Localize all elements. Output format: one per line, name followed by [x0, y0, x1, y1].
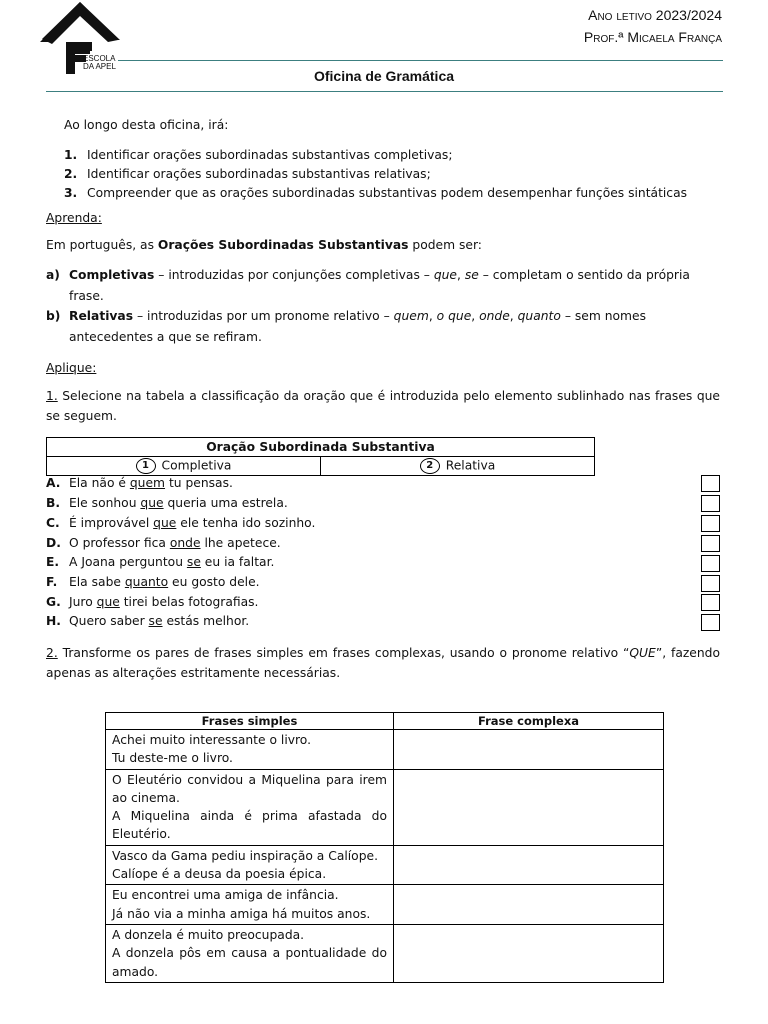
simple-sentences-cell: [106, 730, 394, 770]
goal-item: [64, 183, 720, 203]
simple-sentence: O Eleutério convidou a Miquelina para irem ao cinema.: [112, 772, 387, 805]
learn-term-relativas: Relativas: [69, 309, 134, 323]
transform-header-simple: Frases simples: [106, 713, 394, 730]
option-label: Relativa: [445, 458, 496, 473]
option-label: Completiva: [161, 458, 232, 473]
complex-sentence-cell[interactable]: [394, 730, 664, 770]
intro-text: Ao longo desta oficina, irá:: [64, 118, 229, 132]
sentence-letter: C.: [46, 516, 60, 530]
learn-a-que: que: [433, 268, 457, 282]
sentence-pre: Ele sonhou: [69, 496, 141, 510]
learn-intro: [46, 235, 720, 255]
answer-box[interactable]: [701, 555, 720, 572]
table-row: [106, 769, 664, 845]
sentence-underlined: quanto: [124, 575, 169, 589]
learn-intro-post: podem ser:: [408, 238, 482, 252]
sentence-item: [46, 474, 233, 494]
sentence-item: [46, 553, 274, 573]
learn-item-b: [46, 306, 720, 326]
learn-b-quanto: quanto: [517, 309, 561, 323]
answer-box[interactable]: [701, 594, 720, 611]
school-year: Ano letivo 2023/2024: [588, 7, 722, 23]
goal-number: 1.: [64, 148, 78, 162]
learn-term-completivas: Completivas: [69, 268, 155, 282]
goal-item: [64, 164, 720, 184]
learn-b-onde: onde: [479, 309, 510, 323]
simple-sentence: Calíope é a deusa da poesia épica.: [112, 867, 327, 882]
table-row: [106, 845, 664, 885]
goal-text: Compreender que as orações subordinadas substantivas podem desempenhar funções sintáticas: [87, 186, 688, 200]
learn-b-text: – introduzidas por um pronome relativo –: [133, 309, 394, 323]
question-2-number: 2.: [46, 646, 58, 660]
sentence-post: tirei belas fotografias.: [119, 595, 259, 609]
complex-sentence-cell[interactable]: [394, 845, 664, 885]
question-2-que: QUE: [629, 646, 656, 660]
learn-b-cont: antecedentes a que se refiram.: [69, 330, 262, 344]
sentence-underlined: que: [153, 516, 177, 530]
logo-text-line2: DA APEL: [83, 62, 116, 71]
simple-sentence: Tu deste-me o livro.: [112, 751, 233, 766]
sentence-item: [46, 612, 249, 632]
complex-sentence-cell[interactable]: [394, 885, 664, 925]
sentence-pre: O professor fica: [69, 536, 170, 550]
option-number-badge: 1: [136, 458, 156, 474]
learn-b-oque: o que: [436, 309, 472, 323]
sentence-pre: A Joana perguntou: [69, 555, 187, 569]
option-relativa: [321, 457, 595, 476]
goal-item: [64, 145, 720, 165]
simple-sentence: Achei muito interessante o livro.: [112, 733, 312, 747]
option-completiva: [47, 457, 321, 476]
question-2: [46, 643, 720, 683]
sentence-post: tu pensas.: [165, 476, 233, 490]
learn-a-text: – introduzidas por conjunções completivas –: [154, 268, 434, 282]
sentence-pre: Quero saber: [69, 614, 149, 628]
sentence-underlined: quem: [129, 476, 166, 490]
answer-box[interactable]: [701, 535, 720, 552]
simple-sentence: Eu encontrei uma amiga de infância.: [112, 888, 339, 903]
sentence-letter: E.: [46, 555, 60, 569]
logo-text-line1: ESCOLA: [83, 54, 116, 63]
header-rule-top: [118, 60, 723, 61]
complex-sentence-cell[interactable]: [394, 924, 664, 982]
question-1-text: Selecione na tabela a classificação da oração que é introduzida pelo elemento sublinhado nas frases que se seguem.: [46, 389, 720, 423]
table-row: [106, 730, 664, 770]
answer-box[interactable]: [701, 614, 720, 631]
table-row: [106, 924, 664, 982]
question-1-number: 1.: [46, 389, 58, 403]
answer-box[interactable]: [701, 575, 720, 592]
sentence-post: estás melhor.: [162, 614, 250, 628]
sentence-post: ele tenha ido sozinho.: [176, 516, 316, 530]
sentence-item: [46, 593, 258, 613]
sentence-underlined: se: [186, 555, 201, 569]
simple-sentence: Vasco da Gama pediu inspiração a Calíope.: [112, 848, 378, 863]
question-2-pre: Transforme os pares de frases simples em frases complexas, usando o pronome relativo “: [57, 646, 630, 660]
learn-a-sep: ,: [457, 268, 465, 282]
learn-heading-text: Aprenda:: [46, 211, 102, 225]
sentence-underlined: onde: [169, 536, 201, 550]
learn-item-letter: a): [46, 268, 60, 282]
answer-box[interactable]: [701, 475, 720, 492]
sentence-underlined: se: [148, 614, 163, 628]
classification-table: [46, 437, 595, 476]
learn-intro-pre: Em português, as: [46, 238, 158, 252]
complex-sentence-cell[interactable]: [394, 769, 664, 845]
goal-number: 2.: [64, 167, 78, 181]
learn-b-sep: ,: [428, 309, 437, 323]
simple-sentence: Já não via a minha amiga há muitos anos.: [112, 906, 371, 921]
goal-text: Identificar orações subordinadas substantivas relativas;: [87, 167, 431, 181]
sentence-post: eu gosto dele.: [168, 575, 260, 589]
sentence-letter: H.: [46, 614, 61, 628]
simple-sentence: A donzela pôs em causa a pontualidade do amado.: [112, 946, 387, 979]
question-2-post: ”, fazendo apenas as alterações estritamente necessárias.: [46, 646, 720, 680]
header-rule-bottom: [46, 91, 723, 92]
sentence-letter: A.: [46, 476, 61, 490]
learn-intro-bold: Orações Subordinadas Substantivas: [157, 238, 409, 252]
learn-item-a: [46, 265, 720, 285]
transform-table: [105, 712, 664, 983]
simple-sentence: A Miquelina ainda é prima afastada do Eleutério.: [112, 809, 387, 842]
sentence-post: lhe apetece.: [200, 536, 281, 550]
answer-box[interactable]: [701, 515, 720, 532]
learn-a-cont: frase.: [69, 289, 104, 303]
sentence-letter: D.: [46, 536, 61, 550]
learn-b-text-2: – sem nomes: [560, 309, 646, 323]
learn-a-text-2: – completam o sentido da própria: [478, 268, 690, 282]
learn-b-sep: ,: [471, 309, 480, 323]
table-row: [106, 885, 664, 925]
sentence-pre: Juro: [69, 595, 97, 609]
teacher-name: Prof.ª Micaela França: [583, 29, 722, 45]
sentence-letter: G.: [46, 595, 61, 609]
sentence-post: queria uma estrela.: [163, 496, 288, 510]
question-1: [46, 386, 720, 426]
simple-sentences-cell: [106, 924, 394, 982]
sentence-underlined: que: [140, 496, 164, 510]
transform-header-complex: Frase complexa: [394, 713, 664, 730]
simple-sentences-cell: [106, 885, 394, 925]
goal-text: Identificar orações subordinadas substantivas completivas;: [87, 148, 453, 162]
sentence-pre: É improvável: [69, 516, 154, 530]
sentence-pre: Ela não é: [69, 476, 130, 490]
answer-box[interactable]: [701, 495, 720, 512]
sentence-item: [46, 573, 260, 593]
learn-heading: [46, 208, 720, 228]
sentence-underlined: que: [96, 595, 120, 609]
apply-heading-text: Aplique:: [46, 361, 97, 375]
sentence-post: eu ia faltar.: [200, 555, 275, 569]
learn-item-letter: b): [46, 309, 61, 323]
learn-b-sep: ,: [509, 309, 518, 323]
simple-sentence: A donzela é muito preocupada.: [112, 927, 305, 942]
simple-sentences-cell: [106, 845, 394, 885]
simple-sentences-cell: [106, 769, 394, 845]
classification-table-title: Oração Subordinada Substantiva: [47, 438, 595, 457]
apply-heading: [46, 358, 720, 378]
goal-number: 3.: [64, 186, 78, 200]
learn-a-se: se: [464, 268, 479, 282]
sentence-letter: B.: [46, 496, 61, 510]
sentence-letter: F.: [46, 575, 58, 589]
sentence-item: [46, 514, 315, 534]
learn-b-quem: quem: [393, 309, 429, 323]
sentence-item: [46, 494, 288, 514]
sentence-pre: Ela sabe: [69, 575, 125, 589]
option-number-badge: 2: [420, 458, 440, 474]
page-title: Oficina de Gramática: [313, 68, 455, 84]
sentence-item: [46, 534, 281, 554]
